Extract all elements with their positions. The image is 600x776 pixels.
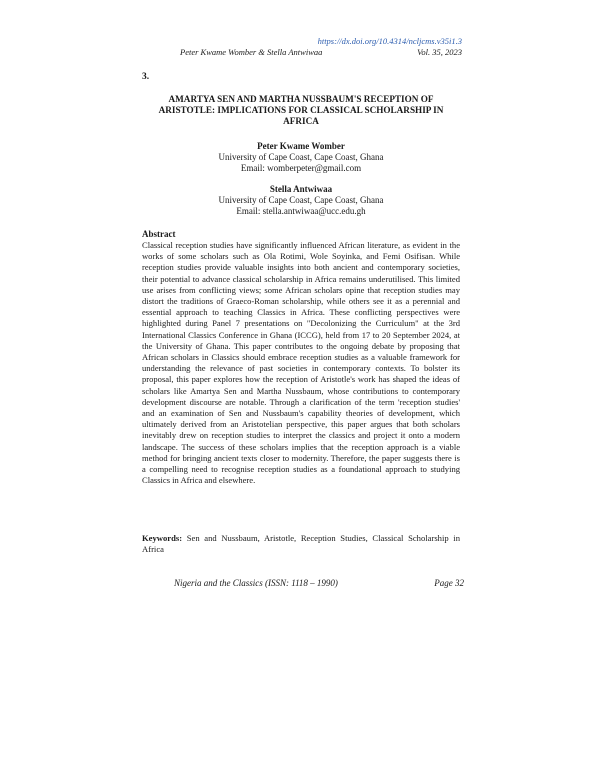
abstract-text: Classical reception studies have significantly influenced African literature, as evident in the works of some scholars such as Ola Rotimi, Wole Soyinka, and Femi Osifisan. While reception studies provide valuable insights into both ancient and contemporary societies, their potential to advance classical scholarship in Africa remains underutilised. This limited use arises from conflicting views; some African scholars opine that reception studies may distort the traditions of Graeco-Roman scholarship, while others see it as a perennial and essential approach to teaching Classics in Africa. These conflicting perspectives were highlighted during Panel 7 presentations on "Decolonizing the Curriculum" at the 3rd International Classics Conference in Ghana (ICCG), held from 17 to 20 September 2024, at the University of Ghana. This paper contributes to the ongoing debate by proposing that African scholars in Classics should embrace reception studies as a valuable framework for understanding the relevance of past societies in contemporary contexts. To bolster its proposal, this paper explores how the reception of Aristotle's work has shaped the ideas of scholars like Amartya Sen and Martha Nussbaum, whose contributions to contemporary development discourse are notable. Through a clarification of the term 'reception studies' and an examination of Sen and Nussbaum's capability theories of development, which ultimately derived from an Aristotelian perspective, this paper argues that both scholars inevitably drew on reception studies to interpret the classics and project it onto a modern landscape. The success of these scholars implies that the reception approach is a viable method for bringing ancient texts closer to modernity. Therefore, the paper suggests there is a compelling need to recognise reception studies as a foundational approach to studying Classics in Africa and elsewhere.	[142, 240, 460, 486]
article-number: 3.	[142, 72, 150, 82]
abstract-heading: Abstract	[142, 229, 176, 239]
doi-link[interactable]: https://dx.doi.org/10.4314/ncljcms.v35i1.3	[317, 36, 462, 46]
author-block-1	[142, 141, 460, 174]
author-email: Email: womberpeter@gmail.com	[240, 163, 362, 173]
running-volume: Vol. 35, 2023	[417, 47, 462, 57]
author-name: Peter Kwame Womber	[257, 141, 345, 151]
footer-page-number: Page 32	[434, 578, 464, 588]
keywords-label: Keywords:	[142, 533, 183, 543]
running-header	[180, 47, 462, 57]
running-authors: Peter Kwame Womber & Stella Antwiwaa	[180, 47, 323, 57]
footer-journal: Nigeria and the Classics (ISSN: 1118 – 1990)	[174, 578, 338, 588]
author-affiliation: University of Cape Coast, Cape Coast, Ghana	[218, 195, 384, 205]
author-block-2	[142, 184, 460, 217]
keywords	[142, 533, 460, 555]
author-affiliation: University of Cape Coast, Cape Coast, Ghana	[218, 152, 384, 162]
keywords-text: Sen and Nussbaum, Aristotle, Reception Studies, Classical Scholarship in Africa	[142, 533, 460, 555]
paper-title: AMARTYA SEN AND MARTHA NUSSBAUM'S RECEPTION OF ARISTOTLE: IMPLICATIONS FOR CLASSICAL SCHOLARSHIP IN AFRICA	[158, 94, 444, 126]
author-email: Email: stella.antwiwaa@ucc.edu.gh	[236, 206, 366, 216]
page-footer	[174, 578, 464, 588]
author-name: Stella Antwiwaa	[269, 184, 333, 194]
